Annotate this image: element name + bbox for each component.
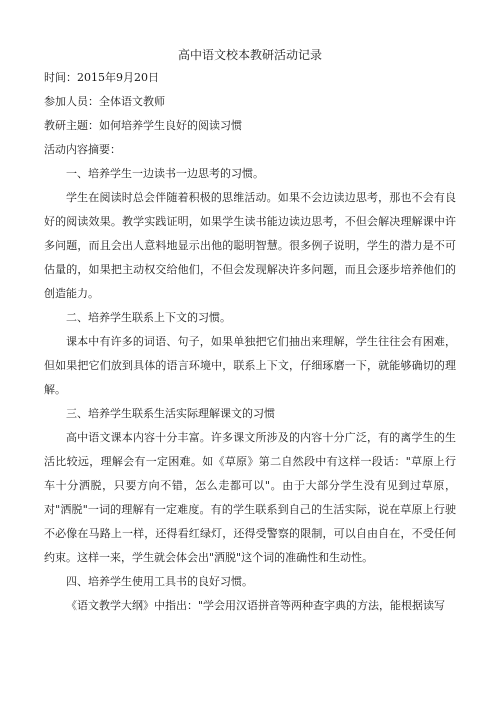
- summary-label: 活动内容摘要：: [44, 143, 121, 156]
- document-title: 高中语文校本教研活动记录: [177, 48, 322, 62]
- section-heading: 四、培养学生使用工具书的良好习惯。: [66, 575, 253, 588]
- section-heading: 三、培养学生联系生活实际理解课文的习惯: [66, 407, 275, 420]
- document-page: [44, 48, 456, 623]
- participants: 参加人员：全体语文教师: [44, 95, 165, 108]
- section-body: 《语文教学大纲》中指出："学会用汉语拼音等两种查字典的方法，能根据读写: [66, 599, 446, 612]
- section-body: 学生在阅读时总会伴随着积极的思维活动。如果不会边读边思考，那也不会有良好的阅读效果。教学实践证明，如果学生读书能边读边思考，不但会解决理解课中许多问题，而且会出人意料地显示出他的聪明智慧。很多例子说明，学生的潜力是不可估量的，如果把主动权交给他们，不但会发现解决许多问题，而且会逐步培养他们的创造能力。: [44, 191, 456, 300]
- section-heading: 一、培养学生一边读书一边思考的习惯。: [66, 167, 264, 180]
- section-body: 课本中有许多的词语、句子，如果单独把它们抽出来理解，学生往往会有困难，但如果把它们放到具体的语言环境中，联系上下文，仔细琢磨一下，就能够确切的理解。: [44, 335, 456, 396]
- section-heading: 二、培养学生联系上下文的习惯。: [66, 311, 231, 324]
- section-body: 高中语文课本内容十分丰富。许多课文所涉及的内容十分广泛，有的离学生的生活比较远，理解会有一定困难。如《草原》第二自然段中有这样一段话："草原上行车十分洒脱，只要方向不错，怎么走都可以"。由于大部分学生没有见到过草原，对"洒脱"一词的理解有一定难度。有的学生联系到自己的生活实际，说在草原上行驶不必像在马路上一样，还得看红绿灯，还得受警察的限制，可以自由自在，不受任何约束。这样一来，学生就会体会出"洒脱"这个词的准确性和生动性。: [44, 431, 456, 564]
- meeting-time: 时间：2015年9月20日: [44, 71, 159, 84]
- research-topic: 教研主题：如何培养学生良好的阅读习惯: [44, 119, 242, 132]
